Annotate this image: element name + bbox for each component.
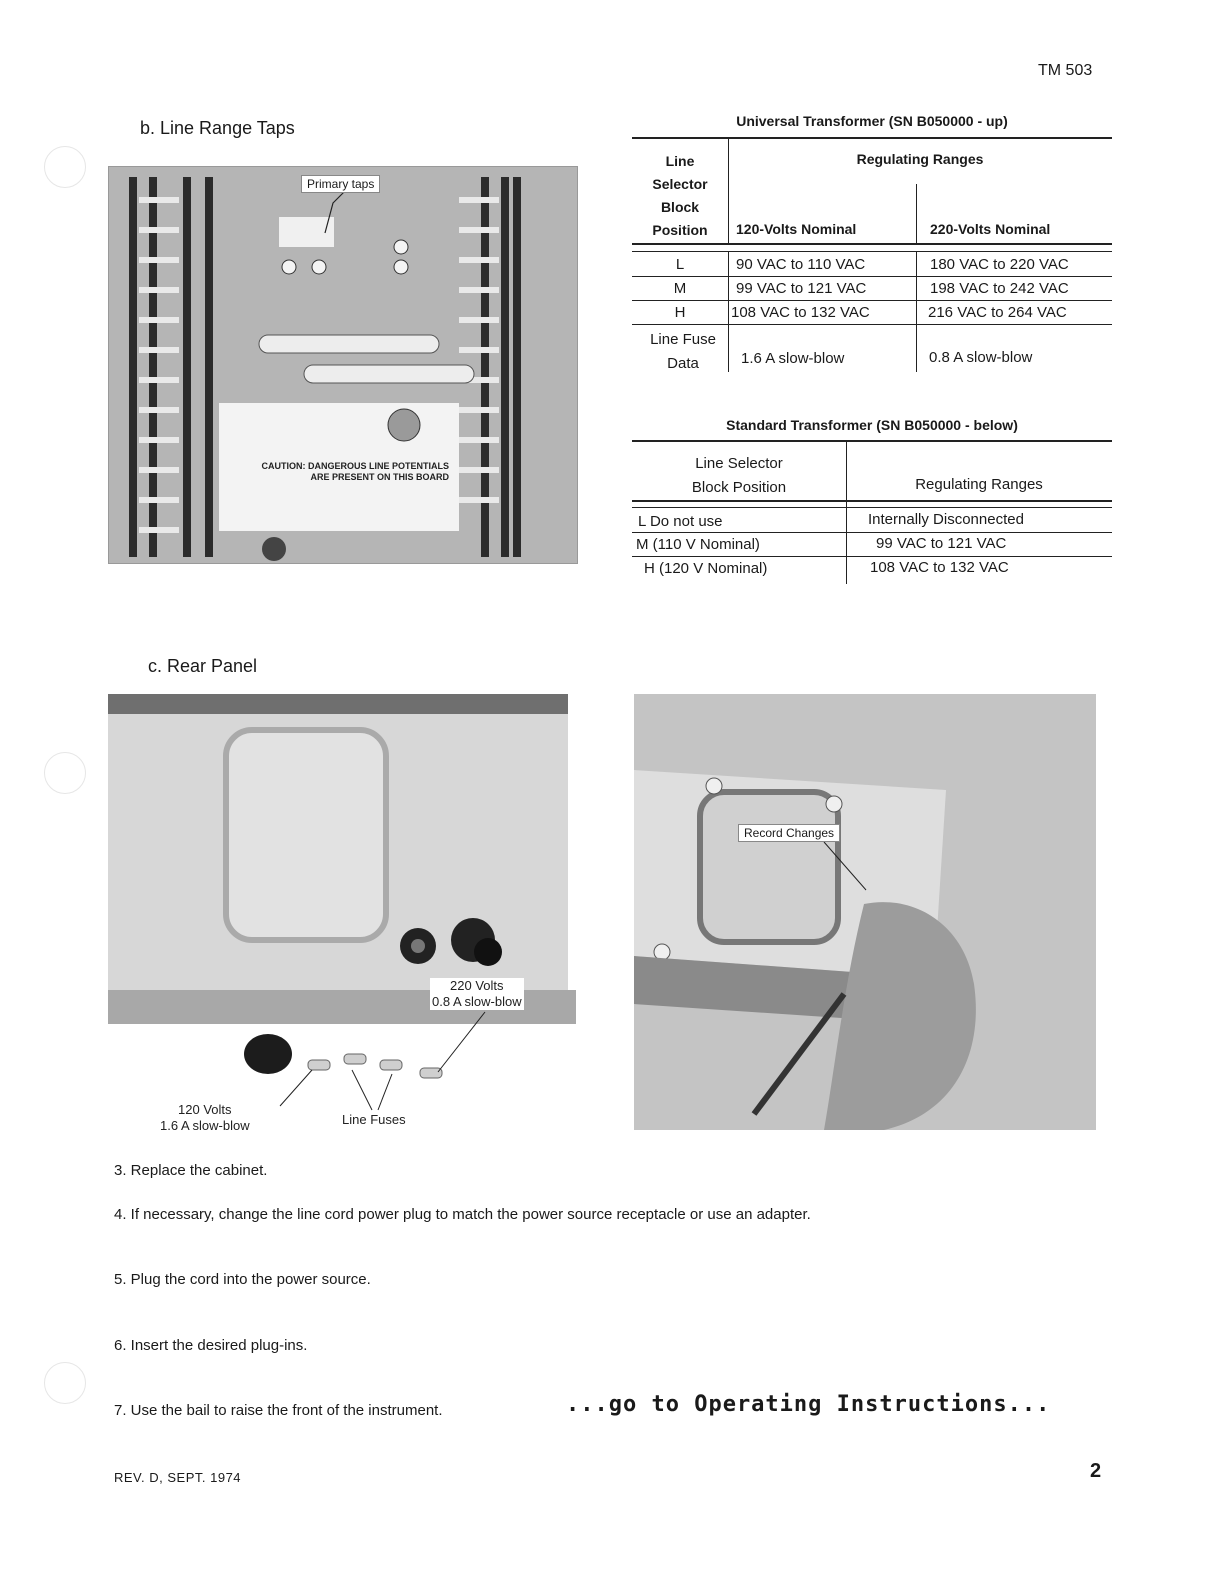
universal-group-header: Regulating Ranges [856,151,984,167]
table-rule [632,243,1112,245]
table-rule [632,507,1112,508]
section-title-rear-panel: c. Rear Panel [148,656,258,676]
record-changes-photo [634,694,1096,1130]
universal-fuse-120: 1.6 A slow-blow [741,350,845,367]
universal-row-m-120: 99 VAC to 121 VAC [736,280,867,297]
label-line-fuses: Line Fuses [342,1112,406,1127]
header-line: Selector [652,176,708,192]
universal-fuse-label [634,328,732,376]
table-rule [632,556,1112,557]
header-line: Block Position [691,479,787,496]
standard-col1-header [634,452,844,500]
label-line: 120 Volts [178,1102,232,1117]
standard-row-l-pos: L Do not use [638,513,723,530]
record-changes-illustration [634,694,1096,1130]
punch-hole [44,146,86,188]
universal-row-l-120: 90 VAC to 110 VAC [736,256,866,273]
fuse-label-line: Data [667,355,699,372]
step-5: 5. Plug the cord into the power source. [114,1271,371,1288]
fuse-label-line: Line Fuse [650,331,716,348]
universal-row-l-pos: L [675,256,685,273]
caution-label [249,461,449,483]
caution-line-2: ARE PRESENT ON THIS BOARD [310,472,449,482]
standard-col2-header: Regulating Ranges [915,476,1043,493]
punch-hole [44,752,86,794]
header-line: Line Selector [695,455,783,472]
table-rule [632,137,1112,139]
rear-panel-illustration [108,694,576,1136]
section-title-line-range-taps: b. Line Range Taps [140,118,295,138]
standard-row-m-range: 99 VAC to 121 VAC [876,535,1007,552]
universal-row-m-pos: M [673,280,687,297]
punch-hole [44,1362,86,1404]
label-line: 1.6 A slow-blow [160,1118,250,1133]
goto-operating-instructions: ...go to Operating Instructions... [566,1392,1051,1417]
universal-row-h-220: 216 VAC to 264 VAC [928,304,1067,321]
table-rule [632,251,1112,252]
table-rule [632,500,1112,502]
standard-row-m-pos: M (110 V Nominal) [636,536,760,553]
revision-note: REV. D, SEPT. 1974 [114,1470,242,1485]
page-number: 2 [1090,1460,1102,1482]
universal-table-title: Universal Transformer (SN B050000 - up) [736,113,1008,129]
table-rule [632,324,1112,325]
rear-panel-fuses-photo [108,694,576,1136]
table-rule [916,184,917,244]
header-line: Block [660,199,700,215]
primary-taps-label: Primary taps [301,175,380,193]
table-rule [846,442,847,584]
table-rule [632,300,1112,301]
universal-row-h-pos: H [674,304,686,321]
label-220-volts [430,978,524,1010]
header-line: Position [652,222,708,238]
standard-row-l-range: Internally Disconnected [868,511,1024,528]
step-3: 3. Replace the cabinet. [114,1162,268,1179]
universal-subheader-220: 220-Volts Nominal [930,221,1051,237]
table-rule [728,139,729,243]
step-6: 6. Insert the desired plug-ins. [114,1337,308,1354]
circuit-board-illustration [109,167,577,563]
universal-row-m-220: 198 VAC to 242 VAC [930,280,1069,297]
header-line: Line [665,153,695,169]
universal-subheader-120: 120-Volts Nominal [736,221,857,237]
caution-line-1: CAUTION: DANGEROUS LINE POTENTIALS [261,461,449,471]
label-line: 220 Volts [450,978,504,993]
universal-row-l-220: 180 VAC to 220 VAC [930,256,1069,273]
standard-row-h-pos: H (120 V Nominal) [644,560,768,577]
document-id: TM 503 [1038,62,1093,79]
table-rule [632,440,1112,442]
table-rule [632,276,1112,277]
universal-row-h-120: 108 VAC to 132 VAC [731,304,870,321]
universal-col1-header [634,150,726,242]
table-rule [632,532,1112,533]
label-line: 0.8 A slow-blow [432,994,522,1009]
step-7: 7. Use the bail to raise the front of the instrument. [114,1402,443,1419]
standard-row-h-range: 108 VAC to 132 VAC [870,559,1009,576]
label-120-volts [160,1102,250,1134]
line-range-taps-photo [108,166,578,564]
standard-table-title: Standard Transformer (SN B050000 - below) [726,417,1018,433]
step-4: 4. If necessary, change the line cord power plug to match the power source receptacle or use an adapter. [114,1206,811,1223]
universal-fuse-220: 0.8 A slow-blow [929,349,1033,366]
record-changes-label: Record Changes [738,824,840,842]
table-rule [916,252,917,372]
